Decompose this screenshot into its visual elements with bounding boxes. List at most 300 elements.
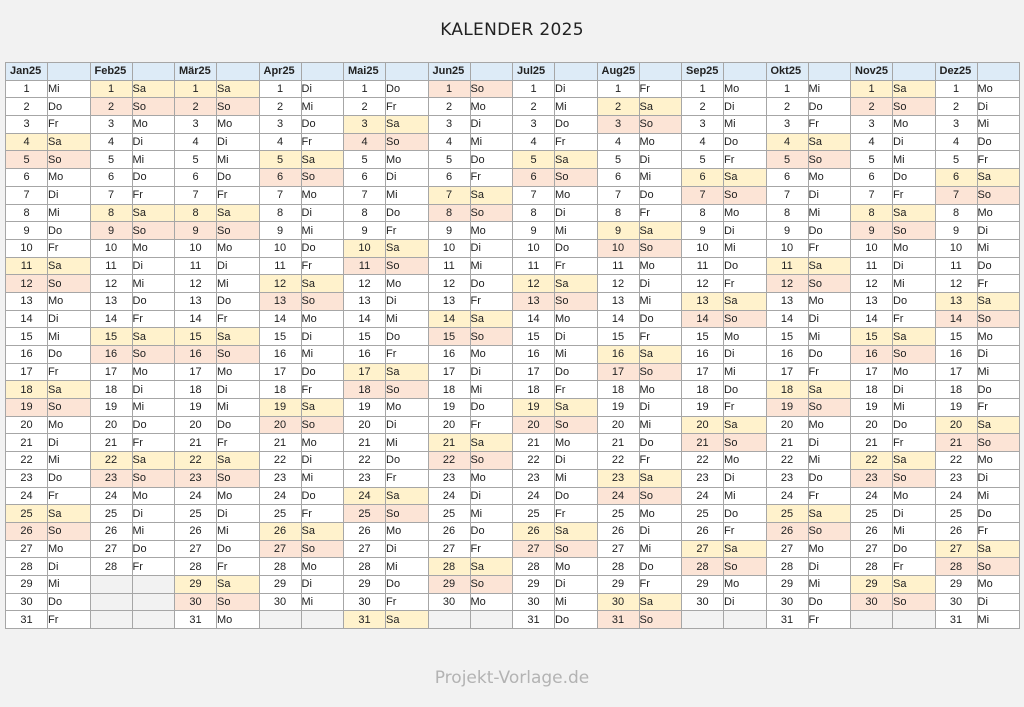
weekday-label: Sa xyxy=(386,363,429,381)
day-row xyxy=(6,540,1020,558)
weekday-label: Sa xyxy=(48,257,91,275)
weekday-label: Fr xyxy=(301,505,344,523)
day-number: 28 xyxy=(935,558,977,576)
weekday-label: Do xyxy=(639,434,682,452)
weekday-label: Mi xyxy=(893,275,936,293)
day-row xyxy=(6,434,1020,452)
weekday-label: So xyxy=(639,363,682,381)
weekday-label: Mi xyxy=(470,505,513,523)
weekday-label: Mi xyxy=(977,239,1020,257)
day-number: 14 xyxy=(6,310,48,328)
weekday-label: Fr xyxy=(470,416,513,434)
weekday-label: Sa xyxy=(217,204,260,222)
weekday-label: Sa xyxy=(893,328,936,346)
month-header-blank xyxy=(48,63,91,81)
day-number: 9 xyxy=(851,222,893,240)
weekday-label: Mi xyxy=(470,133,513,151)
day-number: 27 xyxy=(935,540,977,558)
weekday-label: Mo xyxy=(977,80,1020,98)
day-row xyxy=(6,239,1020,257)
weekday-label: Do xyxy=(724,505,767,523)
day-number: 20 xyxy=(259,416,301,434)
day-number: 17 xyxy=(344,363,386,381)
weekday-label: Mi xyxy=(893,522,936,540)
day-number: 13 xyxy=(513,292,555,310)
day-number: 21 xyxy=(6,434,48,452)
weekday-label: Sa xyxy=(977,540,1020,558)
weekday-label: Mi xyxy=(301,593,344,611)
day-number: 24 xyxy=(766,487,808,505)
weekday-label: Mi xyxy=(639,292,682,310)
day-number: 22 xyxy=(935,452,977,470)
day-number: 16 xyxy=(682,346,724,364)
weekday-label: Do xyxy=(724,381,767,399)
day-number: 17 xyxy=(513,363,555,381)
day-number: 7 xyxy=(597,186,639,204)
weekday-label: Sa xyxy=(470,310,513,328)
day-number: 6 xyxy=(766,169,808,187)
day-number: 11 xyxy=(597,257,639,275)
day-number: 6 xyxy=(428,169,470,187)
weekday-label: Mi xyxy=(470,257,513,275)
day-number: 14 xyxy=(175,310,217,328)
day-number: 27 xyxy=(6,540,48,558)
weekday-label: Di xyxy=(639,275,682,293)
month-header-blank xyxy=(470,63,513,81)
weekday-label: Mo xyxy=(386,399,429,417)
day-number: 1 xyxy=(90,80,132,98)
weekday-label: Di xyxy=(301,80,344,98)
weekday-label: Mi xyxy=(555,346,598,364)
day-number: 15 xyxy=(766,328,808,346)
weekday-label: Mo xyxy=(386,151,429,169)
day-number: 11 xyxy=(90,257,132,275)
weekday-label: Di xyxy=(555,204,598,222)
day-row xyxy=(6,399,1020,417)
weekday-label: Di xyxy=(48,558,91,576)
day-number: 1 xyxy=(935,80,977,98)
weekday-label: Di xyxy=(977,222,1020,240)
weekday-label: Fr xyxy=(893,558,936,576)
day-number: 26 xyxy=(935,522,977,540)
day-number: 26 xyxy=(90,522,132,540)
weekday-label: Sa xyxy=(724,540,767,558)
weekday-label: Mo xyxy=(893,487,936,505)
page-title: KALENDER 2025 xyxy=(440,20,584,40)
weekday-label: Di xyxy=(639,399,682,417)
day-number: 10 xyxy=(597,239,639,257)
day-number: 8 xyxy=(90,204,132,222)
weekday-label: So xyxy=(470,204,513,222)
weekday-label: Di xyxy=(724,222,767,240)
day-number: 28 xyxy=(344,558,386,576)
weekday-label: Do xyxy=(977,381,1020,399)
day-number: 6 xyxy=(935,169,977,187)
day-number: 16 xyxy=(6,346,48,364)
month-header: Sep25 xyxy=(682,63,724,81)
weekday-label: Fr xyxy=(893,186,936,204)
day-number: 15 xyxy=(682,328,724,346)
weekday-label: Mi xyxy=(132,522,175,540)
weekday-label: Mo xyxy=(301,186,344,204)
day-number: 25 xyxy=(344,505,386,523)
day-number: 26 xyxy=(682,522,724,540)
day-row xyxy=(6,611,1020,629)
day-number: 26 xyxy=(259,522,301,540)
day-number: 22 xyxy=(766,452,808,470)
day-number: 23 xyxy=(597,469,639,487)
weekday-label: Sa xyxy=(217,575,260,593)
weekday-label: Fr xyxy=(217,310,260,328)
day-number: 4 xyxy=(344,133,386,151)
day-number: 4 xyxy=(6,133,48,151)
day-row xyxy=(6,469,1020,487)
day-number: 17 xyxy=(851,363,893,381)
day-number: 21 xyxy=(851,434,893,452)
day-number: 19 xyxy=(935,399,977,417)
weekday-label: Fr xyxy=(724,275,767,293)
weekday-label: So xyxy=(808,522,851,540)
day-number: 24 xyxy=(6,487,48,505)
day-number: 17 xyxy=(6,363,48,381)
day-number: 16 xyxy=(851,346,893,364)
day-number: 2 xyxy=(935,98,977,116)
day-number: 5 xyxy=(682,151,724,169)
day-number: 4 xyxy=(766,133,808,151)
weekday-label: Sa xyxy=(555,151,598,169)
weekday-label: Fr xyxy=(301,257,344,275)
day-number: 6 xyxy=(175,169,217,187)
day-number: 30 xyxy=(6,593,48,611)
day-number: 29 xyxy=(766,575,808,593)
empty-cell xyxy=(132,611,175,629)
weekday-label: Mi xyxy=(724,116,767,134)
day-number: 14 xyxy=(428,310,470,328)
day-number: 11 xyxy=(682,257,724,275)
weekday-label: Di xyxy=(301,328,344,346)
weekday-label: Di xyxy=(808,434,851,452)
day-number: 1 xyxy=(851,80,893,98)
day-number: 11 xyxy=(344,257,386,275)
day-row xyxy=(6,169,1020,187)
day-number: 4 xyxy=(513,133,555,151)
weekday-label: Mi xyxy=(217,399,260,417)
day-number: 9 xyxy=(597,222,639,240)
weekday-label: So xyxy=(470,575,513,593)
day-number: 25 xyxy=(175,505,217,523)
weekday-label: Do xyxy=(555,487,598,505)
day-number: 5 xyxy=(344,151,386,169)
day-number: 31 xyxy=(766,611,808,629)
weekday-label: Mi xyxy=(977,363,1020,381)
weekday-label: Do xyxy=(386,80,429,98)
day-row xyxy=(6,80,1020,98)
empty-cell xyxy=(851,611,893,629)
day-number: 16 xyxy=(766,346,808,364)
day-number: 15 xyxy=(428,328,470,346)
empty-cell xyxy=(682,611,724,629)
day-number: 19 xyxy=(766,399,808,417)
weekday-label: Mi xyxy=(977,487,1020,505)
weekday-label: Mo xyxy=(977,204,1020,222)
weekday-label: Do xyxy=(386,575,429,593)
day-number: 21 xyxy=(259,434,301,452)
weekday-label: Do xyxy=(808,98,851,116)
day-number: 25 xyxy=(90,505,132,523)
day-number: 6 xyxy=(682,169,724,187)
weekday-label: Do xyxy=(48,346,91,364)
day-number: 22 xyxy=(851,452,893,470)
day-number: 26 xyxy=(597,522,639,540)
weekday-label: So xyxy=(893,346,936,364)
day-number: 7 xyxy=(175,186,217,204)
day-number: 5 xyxy=(6,151,48,169)
day-number: 6 xyxy=(597,169,639,187)
day-number: 3 xyxy=(6,116,48,134)
day-row xyxy=(6,116,1020,134)
weekday-label: Di xyxy=(977,98,1020,116)
day-number: 1 xyxy=(259,80,301,98)
weekday-label: Sa xyxy=(48,381,91,399)
weekday-label: Do xyxy=(808,222,851,240)
weekday-label: Sa xyxy=(639,98,682,116)
day-number: 20 xyxy=(90,416,132,434)
day-row xyxy=(6,487,1020,505)
weekday-label: Mo xyxy=(724,80,767,98)
day-number: 9 xyxy=(682,222,724,240)
day-number: 23 xyxy=(851,469,893,487)
day-number: 26 xyxy=(766,522,808,540)
day-number: 25 xyxy=(428,505,470,523)
day-number: 5 xyxy=(259,151,301,169)
weekday-label: Do xyxy=(217,416,260,434)
day-number: 22 xyxy=(175,452,217,470)
day-number: 3 xyxy=(90,116,132,134)
weekday-label: Di xyxy=(386,540,429,558)
day-number: 17 xyxy=(935,363,977,381)
day-number: 26 xyxy=(175,522,217,540)
weekday-label: Mi xyxy=(555,222,598,240)
weekday-label: Fr xyxy=(724,522,767,540)
weekday-label: Do xyxy=(386,452,429,470)
weekday-label: Sa xyxy=(301,522,344,540)
weekday-label: Sa xyxy=(639,593,682,611)
day-number: 11 xyxy=(6,257,48,275)
day-number: 9 xyxy=(935,222,977,240)
weekday-label: Sa xyxy=(639,222,682,240)
weekday-label: Sa xyxy=(977,292,1020,310)
day-number: 31 xyxy=(6,611,48,629)
day-number: 20 xyxy=(597,416,639,434)
weekday-label: Mo xyxy=(48,292,91,310)
day-number: 15 xyxy=(513,328,555,346)
day-number: 30 xyxy=(766,593,808,611)
weekday-label: Fr xyxy=(977,522,1020,540)
day-number: 13 xyxy=(597,292,639,310)
weekday-label: Mi xyxy=(893,399,936,417)
day-number: 21 xyxy=(682,434,724,452)
weekday-label: So xyxy=(48,522,91,540)
day-number: 20 xyxy=(513,416,555,434)
weekday-label: Mi xyxy=(808,204,851,222)
weekday-label: Di xyxy=(470,363,513,381)
weekday-label: Di xyxy=(555,328,598,346)
day-number: 3 xyxy=(175,116,217,134)
day-number: 19 xyxy=(597,399,639,417)
weekday-label: Di xyxy=(808,186,851,204)
weekday-label: So xyxy=(386,257,429,275)
weekday-label: Di xyxy=(301,204,344,222)
day-row xyxy=(6,222,1020,240)
weekday-label: Sa xyxy=(724,416,767,434)
weekday-label: Do xyxy=(132,292,175,310)
day-number: 5 xyxy=(935,151,977,169)
day-number: 21 xyxy=(90,434,132,452)
day-number: 27 xyxy=(428,540,470,558)
day-number: 27 xyxy=(90,540,132,558)
weekday-label: Mo xyxy=(386,275,429,293)
weekday-label: Di xyxy=(639,151,682,169)
day-number: 22 xyxy=(597,452,639,470)
weekday-label: Fr xyxy=(301,381,344,399)
weekday-label: So xyxy=(470,452,513,470)
day-row xyxy=(6,328,1020,346)
day-number: 28 xyxy=(90,558,132,576)
day-number: 17 xyxy=(175,363,217,381)
day-number: 26 xyxy=(344,522,386,540)
day-number: 12 xyxy=(935,275,977,293)
weekday-label: Sa xyxy=(301,151,344,169)
weekday-label: Mo xyxy=(301,558,344,576)
month-header-blank xyxy=(639,63,682,81)
weekday-label: Fr xyxy=(386,346,429,364)
day-number: 14 xyxy=(90,310,132,328)
day-number: 7 xyxy=(259,186,301,204)
day-number: 9 xyxy=(344,222,386,240)
weekday-label: Fr xyxy=(132,310,175,328)
weekday-label: Di xyxy=(893,381,936,399)
month-header-blank xyxy=(555,63,598,81)
weekday-label: So xyxy=(639,239,682,257)
weekday-label: Mi xyxy=(386,186,429,204)
weekday-label: Sa xyxy=(893,80,936,98)
day-number: 18 xyxy=(259,381,301,399)
weekday-label: Di xyxy=(639,522,682,540)
day-number: 11 xyxy=(766,257,808,275)
day-number: 31 xyxy=(597,611,639,629)
day-number: 20 xyxy=(851,416,893,434)
day-number: 25 xyxy=(682,505,724,523)
day-number: 26 xyxy=(513,522,555,540)
day-number: 2 xyxy=(428,98,470,116)
weekday-label: Fr xyxy=(724,399,767,417)
weekday-label: So xyxy=(977,558,1020,576)
weekday-label: Fr xyxy=(48,487,91,505)
weekday-label: Fr xyxy=(132,186,175,204)
day-number: 23 xyxy=(6,469,48,487)
day-number: 10 xyxy=(935,239,977,257)
empty-cell xyxy=(259,611,301,629)
day-number: 27 xyxy=(682,540,724,558)
weekday-label: Fr xyxy=(217,434,260,452)
weekday-label: Sa xyxy=(470,434,513,452)
weekday-label: Mi xyxy=(217,275,260,293)
weekday-label: Sa xyxy=(48,505,91,523)
day-number: 28 xyxy=(851,558,893,576)
month-header-blank xyxy=(301,63,344,81)
day-number: 26 xyxy=(851,522,893,540)
weekday-label: Fr xyxy=(639,80,682,98)
weekday-label: So xyxy=(48,275,91,293)
day-number: 12 xyxy=(6,275,48,293)
day-number: 30 xyxy=(428,593,470,611)
day-number: 3 xyxy=(851,116,893,134)
weekday-label: Mi xyxy=(386,434,429,452)
weekday-label: Di xyxy=(724,346,767,364)
day-number: 18 xyxy=(851,381,893,399)
day-number: 3 xyxy=(597,116,639,134)
day-number: 9 xyxy=(766,222,808,240)
weekday-label: Sa xyxy=(132,80,175,98)
day-number: 31 xyxy=(175,611,217,629)
day-number: 3 xyxy=(682,116,724,134)
day-number: 23 xyxy=(90,469,132,487)
weekday-label: Mi xyxy=(808,80,851,98)
empty-cell xyxy=(724,611,767,629)
weekday-label: Do xyxy=(893,169,936,187)
weekday-label: Di xyxy=(724,469,767,487)
weekday-label: So xyxy=(386,505,429,523)
weekday-label: So xyxy=(639,611,682,629)
day-number: 1 xyxy=(344,80,386,98)
day-number: 19 xyxy=(513,399,555,417)
day-number: 24 xyxy=(682,487,724,505)
day-number: 8 xyxy=(513,204,555,222)
weekday-label: Sa xyxy=(217,80,260,98)
weekday-label: Fr xyxy=(386,469,429,487)
day-number: 24 xyxy=(513,487,555,505)
day-number: 1 xyxy=(766,80,808,98)
day-number: 2 xyxy=(851,98,893,116)
day-number: 21 xyxy=(935,434,977,452)
weekday-label: Do xyxy=(470,151,513,169)
day-number: 24 xyxy=(428,487,470,505)
day-number: 23 xyxy=(175,469,217,487)
weekday-label: So xyxy=(639,487,682,505)
weekday-label: Mo xyxy=(977,452,1020,470)
month-header: Feb25 xyxy=(90,63,132,81)
weekday-label: Mi xyxy=(301,222,344,240)
weekday-label: Do xyxy=(555,363,598,381)
weekday-label: Do xyxy=(977,133,1020,151)
weekday-label: Mo xyxy=(977,575,1020,593)
day-number: 2 xyxy=(6,98,48,116)
weekday-label: Do xyxy=(217,292,260,310)
weekday-label: Mi xyxy=(301,346,344,364)
day-number: 7 xyxy=(428,186,470,204)
weekday-label: Fr xyxy=(808,116,851,134)
day-number: 9 xyxy=(6,222,48,240)
weekday-label: Sa xyxy=(555,522,598,540)
weekday-label: Di xyxy=(977,346,1020,364)
weekday-label: Fr xyxy=(470,169,513,187)
weekday-label: So xyxy=(808,151,851,169)
weekday-label: Di xyxy=(132,257,175,275)
day-number: 7 xyxy=(513,186,555,204)
day-number: 10 xyxy=(766,239,808,257)
day-number: 31 xyxy=(344,611,386,629)
weekday-label: So xyxy=(217,346,260,364)
